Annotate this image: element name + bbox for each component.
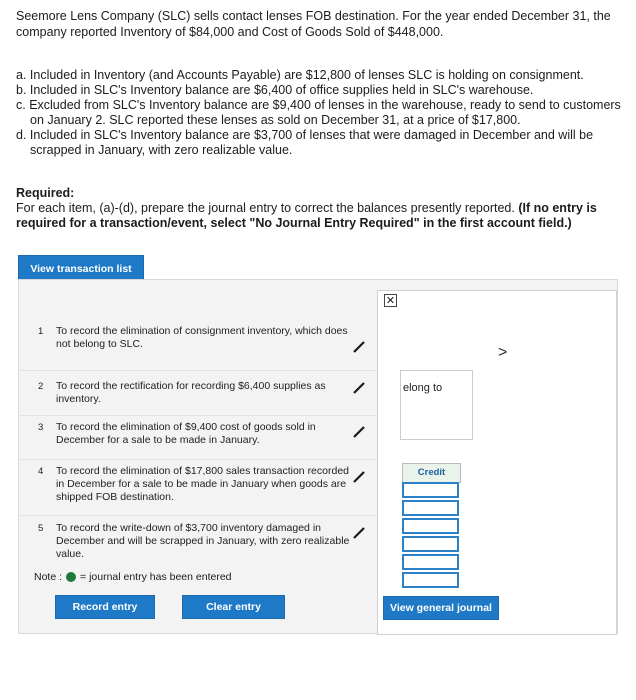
view-general-journal-button[interactable]: View general journal: [383, 596, 499, 620]
item-c-line2: on January 2. SLC reported these lenses as sold on December 31, at a price of $17,800.: [30, 113, 521, 127]
transaction-item-1[interactable]: [20, 325, 376, 371]
required-text: For each item, (a)-(d), prepare the journal entry to correct the balances presently reported.: [16, 201, 515, 215]
credit-input[interactable]: [402, 500, 459, 516]
credit-input[interactable]: [402, 572, 459, 588]
transaction-item-5[interactable]: [20, 522, 376, 566]
transaction-text: To record the elimination of $9,400 cost of goods sold in December for a sale to be made in January.: [56, 421, 316, 446]
pencil-icon[interactable]: [352, 425, 366, 439]
problem-intro: Seemore Lens Company (SLC) sells contact lenses FOB destination. For the year ended December 31, the company reported Inventory of $84,000 and Cost of Goods Sold of $448,000.: [16, 9, 611, 39]
item-b: b. Included in SLC's Inventory balance are $6,400 of office supplies held in SLC's warehouse.: [16, 83, 534, 97]
credit-input[interactable]: [402, 518, 459, 534]
item-d-line1: d. Included in SLC's Inventory balance are $3,700 of lenses that were damaged in December and will be: [16, 128, 594, 142]
pencil-icon[interactable]: [352, 470, 366, 484]
transaction-text: To record the write-down of $3,700 inventory damaged in December and will be scrapped in January, with zero realizable value.: [56, 522, 350, 560]
transaction-text: To record the elimination of consignment inventory, which does not belong to SLC.: [56, 325, 348, 350]
note-suffix: = journal entry has been entered: [80, 571, 232, 583]
transaction-number: 5: [38, 523, 44, 534]
entry-note: [34, 571, 232, 583]
obscured-text-box: [400, 370, 473, 440]
required-instructions: [16, 201, 616, 231]
credit-column-header: Credit: [402, 463, 461, 483]
transaction-item-2[interactable]: [20, 380, 376, 416]
pencil-icon[interactable]: [352, 526, 366, 540]
required-bold-note: (If no entry is required for a transaction/event, select "No Journal Entry Required" in the first account field.): [16, 201, 597, 230]
close-icon[interactable]: ✕: [385, 295, 396, 307]
entered-dot-icon: [66, 572, 76, 582]
partial-text: elong to: [403, 382, 443, 394]
transaction-number: 1: [38, 326, 44, 337]
item-d-line2: scrapped in January, with zero realizable value.: [30, 143, 293, 157]
chevron-right-icon[interactable]: >: [498, 344, 508, 361]
pencil-icon[interactable]: [352, 381, 366, 395]
note-prefix: Note :: [34, 571, 63, 583]
transaction-number: 4: [38, 466, 44, 477]
required-section: [16, 186, 616, 231]
item-c-line1: c. Excluded from SLC's Inventory balance are $9,400 of lenses in the warehouse, ready to send to customers: [16, 98, 621, 112]
credit-input[interactable]: [402, 554, 459, 570]
credit-input[interactable]: [402, 536, 459, 552]
transaction-text: To record the elimination of $17,800 sales transaction recorded in December for a sale to be made in January when goods are shipped FOB destination.: [56, 465, 350, 503]
clear-entry-button[interactable]: Clear entry: [182, 595, 285, 619]
transaction-number: 2: [38, 381, 44, 392]
credit-input[interactable]: [402, 482, 459, 498]
transaction-number: 3: [38, 422, 44, 433]
item-a: a. Included in Inventory (and Accounts Payable) are $12,800 of lenses SLC is holding on consignment.: [16, 68, 584, 82]
problem-items: [16, 68, 626, 158]
transaction-item-3[interactable]: [20, 421, 376, 460]
transaction-text: To record the rectification for recording $6,400 supplies as inventory.: [56, 380, 326, 405]
pencil-icon[interactable]: [352, 340, 366, 354]
required-heading: Required:: [16, 186, 75, 200]
record-entry-button[interactable]: Record entry: [55, 595, 155, 619]
view-transaction-list-button[interactable]: View transaction list: [18, 255, 144, 283]
transaction-item-4[interactable]: [20, 465, 376, 516]
